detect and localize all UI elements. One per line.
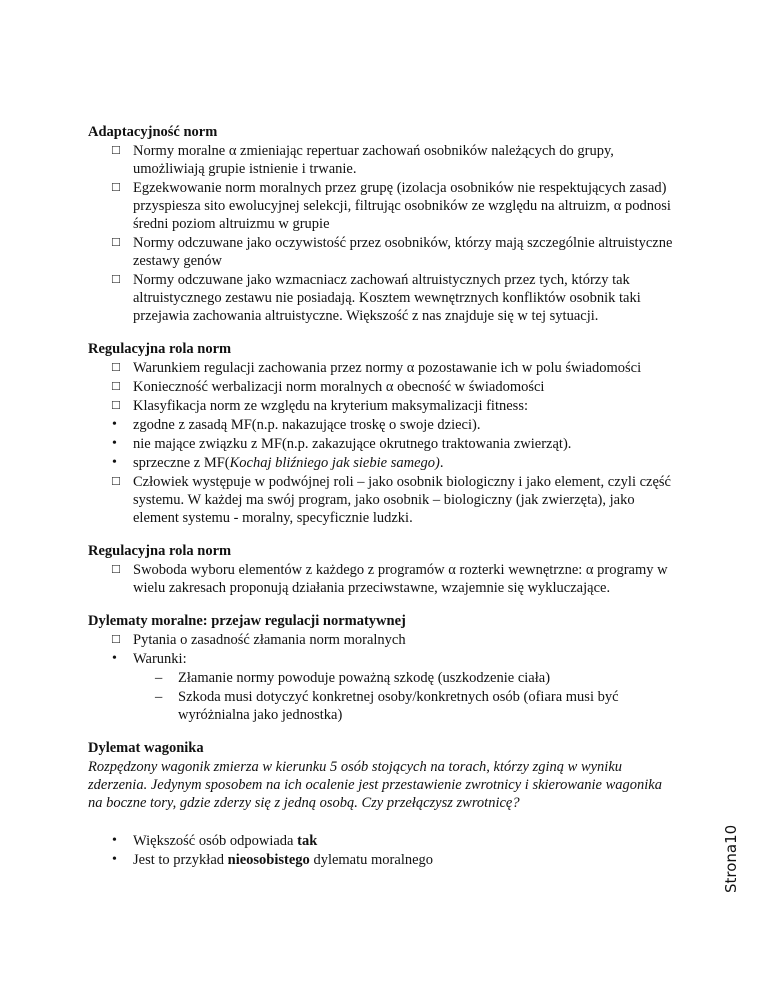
checkbox-icon: ☐	[111, 181, 121, 194]
section-regulacyjna-2	[88, 541, 678, 597]
list-item: ☐ Człowiek występuje w podwójnej roli – jako osobnik biologiczny i jako element, czyli część systemu. W każdej ma swój program, jako osobnik – biologiczny (jak zwierzęta), jako element systemu - moralny, specyficznie ludzki.	[111, 474, 671, 526]
bullet-icon: •	[112, 436, 117, 451]
list-item: ☐ Normy odczuwane jako oczywistość przez osobników, którzy mają szczególnie altruistyczne zestawy genów	[111, 235, 673, 269]
bullet-item: • zgodne z zasadą MF(n.p. nakazujące troskę o swoje dzieci).	[112, 417, 481, 433]
checkbox-icon: ☐	[111, 563, 121, 576]
list-item: ☐ Swoboda wyboru elementów z każdego z programów α rozterki wewnętrzne: α programy w wielu zakresach proponują działania przeciwstawne, wzajemnie się wykluczające.	[111, 562, 668, 596]
section-regulacyjna-1	[88, 339, 678, 527]
bullet-item: • Większość osób odpowiada tak	[112, 833, 318, 849]
section-title: Dylemat wagonika	[88, 740, 204, 756]
page-number: Strona10	[722, 824, 740, 893]
dash-icon: –	[155, 670, 163, 686]
section-dylematy	[88, 611, 678, 724]
section-dylemat-wagonika	[88, 738, 678, 869]
dash-icon: –	[155, 689, 163, 705]
checkbox-icon: ☐	[111, 633, 121, 646]
document-body	[88, 122, 678, 870]
bullet-icon: •	[112, 417, 117, 432]
section-title: Adaptacyjność norm	[88, 124, 218, 140]
list-item: ☐ Normy odczuwane jako wzmacniacz zachowań altruistycznych przez tych, którzy tak altruistycznego zestawu nie posiadają. Kosztem wewnętrznych konfliktów osobnik taki przejawia zachowania altruistyczne. Większość z nas znajduje się w tej sytuacji.	[111, 272, 641, 324]
section-adaptacyjnosc	[88, 122, 678, 325]
bullet-icon: •	[112, 833, 117, 848]
bullet-item: • nie mające związku z MF(n.p. zakazujące okrutnego traktowania zwierząt).	[112, 436, 572, 452]
bullet-icon: •	[112, 455, 117, 470]
list-item: ☐ Konieczność werbalizacji norm moralnych α obecność w świadomości	[111, 379, 545, 395]
list-item: ☐ Normy moralne α zmieniając repertuar zachowań osobników należących do grupy, umożliwiają grupie istnienie i trwanie.	[111, 143, 614, 177]
checkbox-icon: ☐	[111, 144, 121, 157]
checkbox-icon: ☐	[111, 475, 121, 488]
sub-list-item: – Złamanie normy powoduje poważną szkodę (uszkodzenie ciała)	[155, 670, 551, 686]
list-item: ☐ Klasyfikacja norm ze względu na kryterium maksymalizacji fitness:	[111, 398, 528, 414]
scenario-text: Rozpędzony wagonik zmierza w kierunku 5 osób stojących na torach, którzy zginą w wyniku zderzenia. Jedynym sposobem na ich ocalenie jest przestawienie zwrotnicy i skierowanie wagonika na boczne tory, gdzie zderzy się z jedną osobą. Czy przełączysz zwrotnicę?	[88, 759, 662, 811]
checkbox-icon: ☐	[111, 399, 121, 412]
list-item: ☐ Egzekwowanie norm moralnych przez grupę (izolacja osobników nie respektujących zasad) przyspiesza sito ewolucyjnej selekcji, filtrując osobników ze względu na altruizm, α podnosi średni poziom altruizmu w grupie	[111, 180, 671, 232]
checkbox-icon: ☐	[111, 380, 121, 393]
bullet-icon: •	[112, 651, 117, 666]
section-title: Dylematy moralne: przejaw regulacji normatywnej	[88, 613, 406, 629]
bullet-icon: •	[112, 852, 117, 867]
sub-list-item: – Szkoda musi dotyczyć konkretnej osoby/konkretnych osób (ofiara musi być wyróżnialna jako jednostka)	[155, 689, 619, 723]
checkbox-icon: ☐	[111, 236, 121, 249]
checkbox-icon: ☐	[111, 273, 121, 286]
checkbox-icon: ☐	[111, 361, 121, 374]
list-item: ☐ Pytania o zasadność złamania norm moralnych	[111, 632, 406, 648]
bullet-item: • Jest to przykład nieosobistego dylematu moralnego	[112, 852, 434, 868]
section-title: Regulacyjna rola norm	[88, 341, 232, 357]
bullet-item: • sprzeczne z MF(Kochaj bliźniego jak siebie samego).	[112, 455, 444, 471]
list-item: ☐ Warunkiem regulacji zachowania przez normy α pozostawanie ich w polu świadomości	[111, 360, 642, 376]
section-title: Regulacyjna rola norm	[88, 543, 232, 559]
bullet-item: • Warunki:	[112, 651, 187, 667]
